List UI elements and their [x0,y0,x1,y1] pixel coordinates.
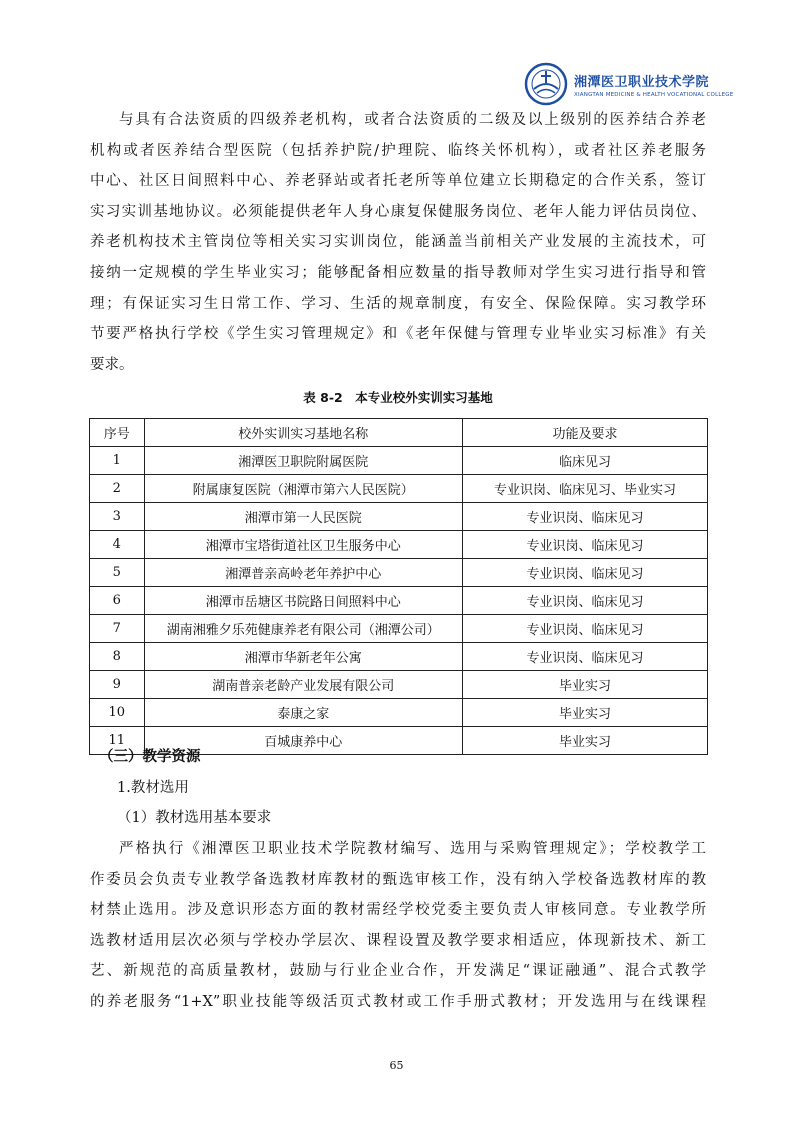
table-row [90,643,708,671]
cell-number: 5 [90,559,145,587]
cell-number: 3 [90,503,145,531]
column-header-number: 序号 [90,419,145,447]
cell-function: 专业识岗、临床见习、毕业实习 [462,475,707,503]
cell-function: 毕业实习 [462,727,707,755]
paragraph-line: 养老机构技术主管岗位等相关实习实训岗位，能涵盖当前相关产业发展的主流技术，可 [90,234,706,251]
cell-number: 1 [90,447,145,475]
cell-base-name: 百城康养中心 [144,727,462,755]
cell-base-name: 湘潭普亲高岭老年养护中心 [144,559,462,587]
table-row [90,531,708,559]
page-number: 65 [389,1059,404,1072]
cell-number: 2 [90,475,145,503]
table-row [90,475,708,503]
cell-number: 7 [90,615,145,643]
cell-base-name: 湘潭市岳塘区书院路日间照料中心 [144,587,462,615]
paragraph-line: 选教材适用层次必须与学校办学层次、课程设置及教学要求相适应，体现新技术、新工 [90,932,706,949]
subheading-textbook-selection: 1.教材选用 [117,780,189,796]
table-row [90,559,708,587]
table-row [90,447,708,475]
cell-base-name: 湘潭医卫职院附属医院 [144,447,462,475]
paragraph-line: 与具有合法资质的四级养老机构，或者合法资质的二级及以上级别的医养结合养老 [119,112,706,128]
table-row [90,587,708,615]
cell-number: 8 [90,643,145,671]
cell-base-name: 湖南湘雅夕乐苑健康养老有限公司（湘潭公司） [144,615,462,643]
table-row [90,503,708,531]
cell-base-name: 湘潭市宝塔街道社区卫生服务中心 [144,531,462,559]
paragraph-line: 艺、新规范的高质量教材，鼓励与行业企业合作，开发满足“课证融通”、混合式教学 [90,963,706,980]
paragraph-line: 材禁止选用。涉及意识形态方面的教材需经学校党委主要负责人审核同意。专业教学所 [90,902,706,919]
paragraph-line: 接纳一定规模的学生毕业实习；能够配备相应数量的指导教师对学生实习进行指导和管 [90,264,706,281]
paragraph-line: 理；有保证实习生日常工作、学习、生活的规章制度，有安全、保险保障。实习教学环 [90,295,706,312]
paragraph-practice-base-requirements [90,105,706,380]
cell-number: 10 [90,699,145,727]
paragraph-line: 节要严格执行学校《学生实习管理规定》和《老年保健与管理专业毕业实习标准》有关 [90,326,706,343]
cell-base-name: 湘潭市第一人民医院 [144,503,462,531]
table-row [90,699,708,727]
cell-function: 临床见习 [462,447,707,475]
paragraph-line: 严格执行《湘潭医卫职业技术学院教材编写、选用与采购管理规定》；学校教学工 [119,841,706,857]
paragraph-line: 要求。 [90,356,134,373]
table-caption: 表 8-2 本专业校外实训实习基地 [303,390,493,405]
cell-base-name: 湖南普亲老龄产业发展有限公司 [144,671,462,699]
cell-number: 4 [90,531,145,559]
college-logo [524,62,734,106]
paragraph-textbook-requirements [90,834,706,1018]
cell-function: 专业识岗、临床见习 [462,587,707,615]
subheading-basic-requirements: （1）教材选用基本要求 [117,810,272,826]
cell-function: 专业识岗、临床见习 [462,503,707,531]
college-emblem-icon [524,62,568,106]
cell-base-name: 附属康复医院（湘潭市第六人民医院） [144,475,462,503]
paragraph-line: 作委员会负责专业教学备选教材库教材的甄选审核工作，没有纳入学校备选教材库的教 [90,871,706,888]
column-header-function: 功能及要求 [462,419,707,447]
cell-number: 11 [90,727,145,755]
external-training-bases-table [89,418,708,755]
cell-function: 专业识岗、临床见习 [462,531,707,559]
logo-chinese-name: 湘潭医卫职业技术学院 [574,74,710,90]
cell-number: 6 [90,587,145,615]
table-row [90,615,708,643]
cell-base-name: 湘潭市华新老年公寓 [144,643,462,671]
column-header-base-name: 校外实训实习基地名称 [144,419,462,447]
cell-function: 毕业实习 [462,699,707,727]
cell-function: 专业识岗、临床见习 [462,643,707,671]
logo-english-name: XIANGTAN MEDICINE & HEALTH VOCATIONAL COLLEGE [574,91,734,98]
cell-base-name: 泰康之家 [144,699,462,727]
table-header-row [90,419,708,447]
cell-function: 毕业实习 [462,671,707,699]
cell-number: 9 [90,671,145,699]
cell-function: 专业识岗、临床见习 [462,559,707,587]
paragraph-line: 机构或者医养结合型医院（包括养护院/护理院、临终关怀机构），或者社区养老服务 [90,142,706,159]
section-heading-teaching-resources: （三）教学资源 [99,749,201,765]
cell-function: 专业识岗、临床见习 [462,615,707,643]
paragraph-line: 的养老服务“1+X”职业技能等级活页式教材或工作手册式教材；开发选用与在线课程 [90,993,706,1010]
table-row [90,671,708,699]
paragraph-line: 中心、社区日间照料中心、养老驿站或者托老所等单位建立长期稳定的合作关系，签订 [90,173,706,190]
paragraph-line: 实习实训基地协议。必须能提供老年人身心康复保健服务岗位、老年人能力评估员岗位、 [90,203,706,220]
